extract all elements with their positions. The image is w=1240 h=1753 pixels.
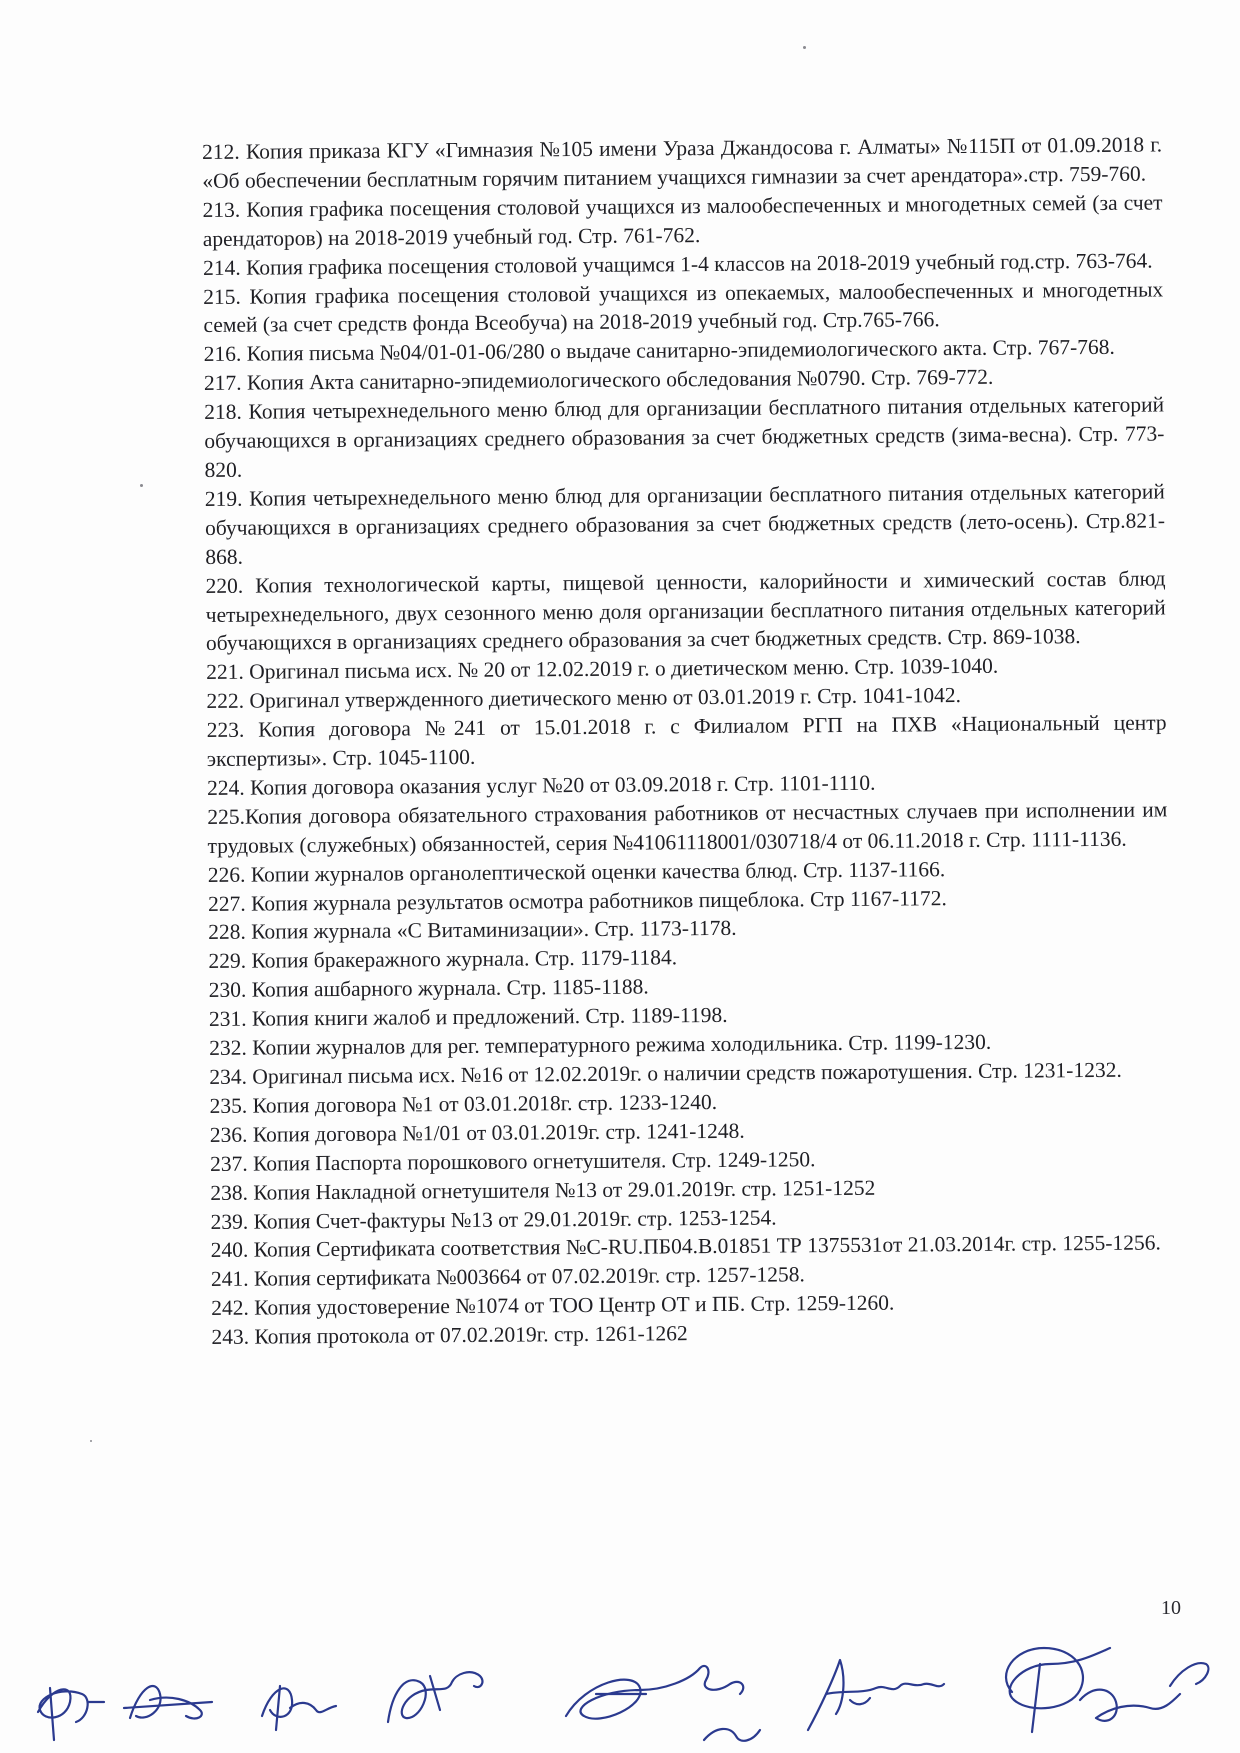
list-item: 230. Копия ашбарного журнала. Стр. 1185-1188. [208, 974, 649, 1003]
page-number: 10 [1161, 1597, 1181, 1619]
list-item: 222. Оригинал утвержденного диетического меню от 03.01.2019 г. Стр. 1041-1042. [206, 683, 962, 714]
list-item: 232. Копии журналов для рег. температурного режима холодильника. Стр. 1199-1230. [209, 1029, 992, 1061]
list-item: 237. Копия Паспорта порошкового огнетушителя. Стр. 1249-1250. [209, 1146, 816, 1176]
list-item: 216. Копия письма №04/01-01-06/280 о выдаче санитарно-эпидемиологического акта. Стр. 767-768. [203, 335, 1115, 367]
list-item: 228. Копия журнала «С Витаминизации». Стр. 1173-1178. [208, 916, 737, 945]
list-item: 242. Копия удостоверение №1074 от ТОО Центр ОТ и ПБ. Стр. 1259-1260. [211, 1290, 895, 1321]
signature-1 [38, 1688, 104, 1740]
signature-7 [1006, 1648, 1208, 1732]
list-item: 225.Копия договора обязательного страхования работников от несчастных случаев при исполнении им трудовых (служебных) обязанностей, серия №41061118001/030718/4 от 06.11.2018 г. Стр. 1111-1136. [207, 797, 1168, 858]
list-item: 229. Копия бракеражного журнала. Стр. 1179-1184. [208, 945, 678, 974]
signature-2 [124, 1686, 212, 1718]
list-item: 241. Копия сертификата №003664 от 07.02.2019г. стр. 1257-1258. [210, 1262, 805, 1292]
list-item: 224. Копия договора оказания услуг №20 от 03.09.2018 г. Стр. 1101-1110. [207, 770, 876, 800]
list-item: 243. Копия протокола от 07.02.2019г. стр. 1261-1262 [211, 1321, 688, 1350]
list-item: 221. Оригинал письма исх. № 20 от 12.02.2019 г. о диетическом меню. Стр. 1039-1040. [206, 654, 999, 685]
list-item: 223. Копия договора №241 от 15.01.2018 г. с Филиалом РГП на ПХВ «Национальный центр экспертизы». Стр. 1045-1100. [206, 710, 1167, 772]
list-item: 218. Копия четырехнедельного меню блюд для организации бесплатного питания отдельных категорий обучающихся в организациях среднего образования за счет бюджетных средств (зима-весна). Стр. 773-820. [204, 392, 1165, 482]
scan-speck [803, 46, 806, 49]
list-item: 215. Копия графика посещения столовой учащихся из опекаемых, малообеспеченных и многодетных семей (за счет средств фонда Всеобуча) на 2018-2019 учебный год. Стр.765-766. [203, 276, 1164, 338]
signature-5 [566, 1666, 760, 1741]
signatures-row [0, 1590, 1240, 1753]
scan-speck [90, 1440, 92, 1442]
list-item: 240. Копия Сертификата соответствия №С-RU.ПБ04.В.01851 ТР 1375531от 21.03.2014г. стр. 1255-1256. [210, 1230, 1161, 1263]
list-item: 239. Копия Счет-фактуры №13 от 29.01.2019г. стр. 1253-1254. [210, 1205, 777, 1234]
list-item: 217. Копия Акта санитарно-эпидемиологического обследования №0790. Стр. 769-772. [203, 365, 994, 396]
signature-4 [388, 1672, 482, 1722]
list-item: 219. Копия четырехнедельного меню блюд для организации бесплатного питания отдельных категорий обучающихся в организациях среднего образования за счет бюджетных средств (лето-осень). Стр.821-868. [204, 479, 1166, 569]
list-item: 231. Копия книги жалоб и предложений. Стр. 1189-1198. [208, 1003, 728, 1032]
signature-3 [262, 1686, 336, 1730]
list-item: 214. Копия графика посещения столовой учащимся 1-4 классов на 2018-2019 учебный год.стр. 763-764. [202, 248, 1153, 280]
list-item: 235. Копия договора №1 от 03.01.2018г. стр. 1233-1240. [209, 1089, 718, 1118]
list-item: 234. Оригинал письма исх. №16 от 12.02.2019г. о наличии средств пожаротушения. Стр. 1231-1232. [209, 1057, 1122, 1089]
scan-speck [140, 484, 143, 487]
list-item: 227. Копия журнала результатов осмотра работников пищеблока. Стр 1167-1172. [207, 885, 947, 916]
list-item: 238. Копия Накладной огнетушителя №13 от 29.01.2019г. стр. 1251-1252 [210, 1175, 876, 1205]
list-item: 212. Копия приказа КГУ «Гимназия №105 имени Ураза Джандосова г. Алматы» №115П от 01.09.2018 г. «Об обеспечении бесплатным горячим питанием учащихся гимназии за счет арендатора».стр. 759-760. [202, 132, 1163, 193]
list-item: 220. Копия технологической карты, пищевой ценности, калорийности и химический состав блюд четырехнедельного, двух сезонного меню доля организации бесплатного питания отдельных категорий обучающихся в организациях среднего образования за счет бюджетных средств. Стр. 869-1038. [205, 566, 1166, 656]
list-item: 236. Копия договора №1/01 от 03.01.2019г. стр. 1241-1248. [209, 1118, 745, 1147]
list-item: 226. Копии журналов органолептической оценки качества блюд. Стр. 1137-1166. [207, 856, 946, 887]
document-body [202, 130, 1172, 1352]
signature-6 [808, 1660, 944, 1730]
list-item: 213. Копия графика посещения столовой учащихся из малообеспеченных и многодетных семей (за счет арендаторов) на 2018-2019 учебный год. Стр. 761-762. [202, 190, 1163, 251]
